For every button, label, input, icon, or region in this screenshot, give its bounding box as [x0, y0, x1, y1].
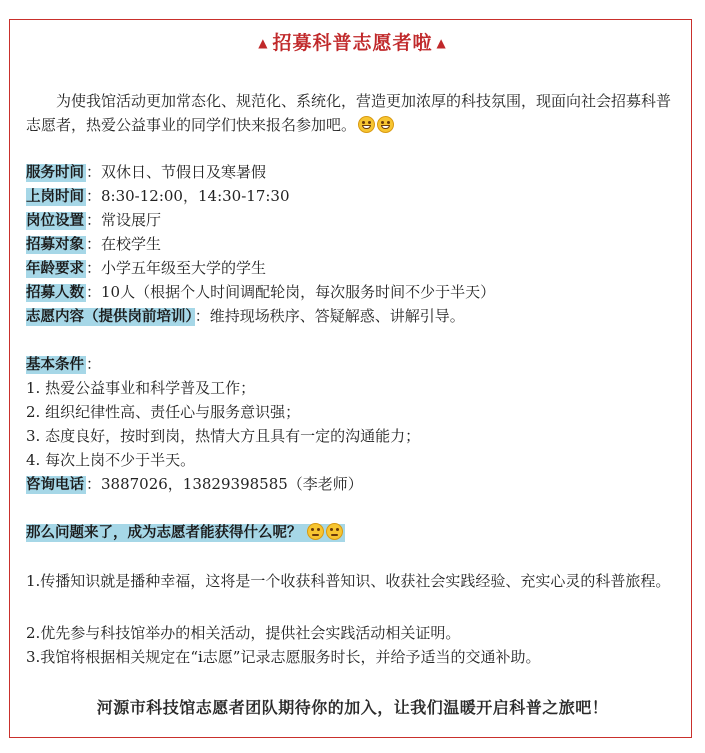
detail-label: 招募对象 — [26, 237, 84, 253]
triangle-up-icon: ▲ — [258, 36, 269, 50]
closing-line: 河源市科技馆志愿者团队期待你的加入，让我们温暖开启科普之旅吧！ — [96, 698, 609, 717]
detail-position — [26, 209, 686, 232]
detail-label: 岗位设置 — [26, 213, 84, 229]
detail-label: 服务时间 — [26, 165, 84, 181]
detail-value: ：小学五年级至大学的学生 — [86, 259, 267, 277]
question-text: 那么问题来了，成为志愿者能获得什么呢？ — [26, 524, 305, 542]
detail-label: 志愿内容（提供岗前培训） — [26, 309, 193, 325]
title-text: 招募科普志愿者啦 — [272, 32, 433, 54]
detail-age — [26, 257, 686, 280]
detail-value: ：维持现场秩序、答疑解惑、讲解引导。 — [194, 307, 465, 325]
thinking-face-icon — [307, 523, 324, 540]
condition-item: 1. 热爱公益事业和科学普及工作； — [26, 379, 256, 397]
question-emoji-wrap — [305, 524, 345, 542]
benefit-item: 1.传播知识就是播种幸福，这将是一个收获科普知识、收获社会实践经验、充实心灵的科普旅程。 — [26, 572, 671, 590]
grinning-face-icon — [358, 116, 375, 133]
contact-value: ：3887026，13829398585（李老师） — [86, 475, 363, 493]
detail-label: 招募人数 — [26, 285, 84, 301]
grinning-face-icon — [377, 116, 394, 133]
benefit-item: 3.我馆将根据相关规定在“i志愿”记录志愿服务时长，并给予适当的交通补助。 — [26, 648, 541, 666]
conditions-heading — [26, 353, 686, 376]
contact-label: 咨询电话 — [26, 477, 84, 493]
detail-value: ：常设展厅 — [86, 211, 162, 229]
detail-value: ：双休日、节假日及寒暑假 — [86, 163, 267, 181]
condition-item: 3. 态度良好，按时到岗，热情大方且具有一定的沟通能力； — [26, 427, 421, 445]
intro-text: 为使我馆活动更加常态化、规范化、系统化，营造更加浓厚的科技氛围，现面向社会招募科普志愿者，热爱公益事业的同学们快来报名参加吧。 — [26, 92, 672, 134]
detail-service-time — [26, 161, 686, 184]
intro-paragraph — [26, 89, 681, 137]
conditions-label: 基本条件 — [26, 357, 84, 373]
question-heading — [26, 520, 345, 545]
benefit-item: 2.优先参与科技馆举办的相关活动，提供社会实践活动相关证明。 — [26, 624, 461, 642]
condition-item: 2. 组织纪律性高、责任心与服务意识强； — [26, 403, 301, 421]
contact-line — [26, 473, 686, 496]
conditions-colon: ： — [86, 355, 102, 373]
detail-headcount — [26, 281, 686, 304]
page-title — [0, 28, 705, 55]
detail-content — [26, 305, 686, 328]
detail-target — [26, 233, 686, 256]
detail-label: 上岗时间 — [26, 189, 84, 205]
condition-item: 4. 每次上岗不少于半天。 — [26, 451, 196, 469]
detail-value: ：10人（根据个人时间调配轮岗，每次服务时间不少于半天） — [86, 283, 496, 301]
detail-value: ：在校学生 — [86, 235, 162, 253]
thinking-face-icon — [326, 523, 343, 540]
detail-shift-time — [26, 185, 686, 208]
detail-label: 年龄要求 — [26, 261, 84, 277]
triangle-up-icon: ▲ — [436, 36, 447, 50]
detail-value: ：8:30-12:00，14:30-17:30 — [86, 187, 290, 205]
